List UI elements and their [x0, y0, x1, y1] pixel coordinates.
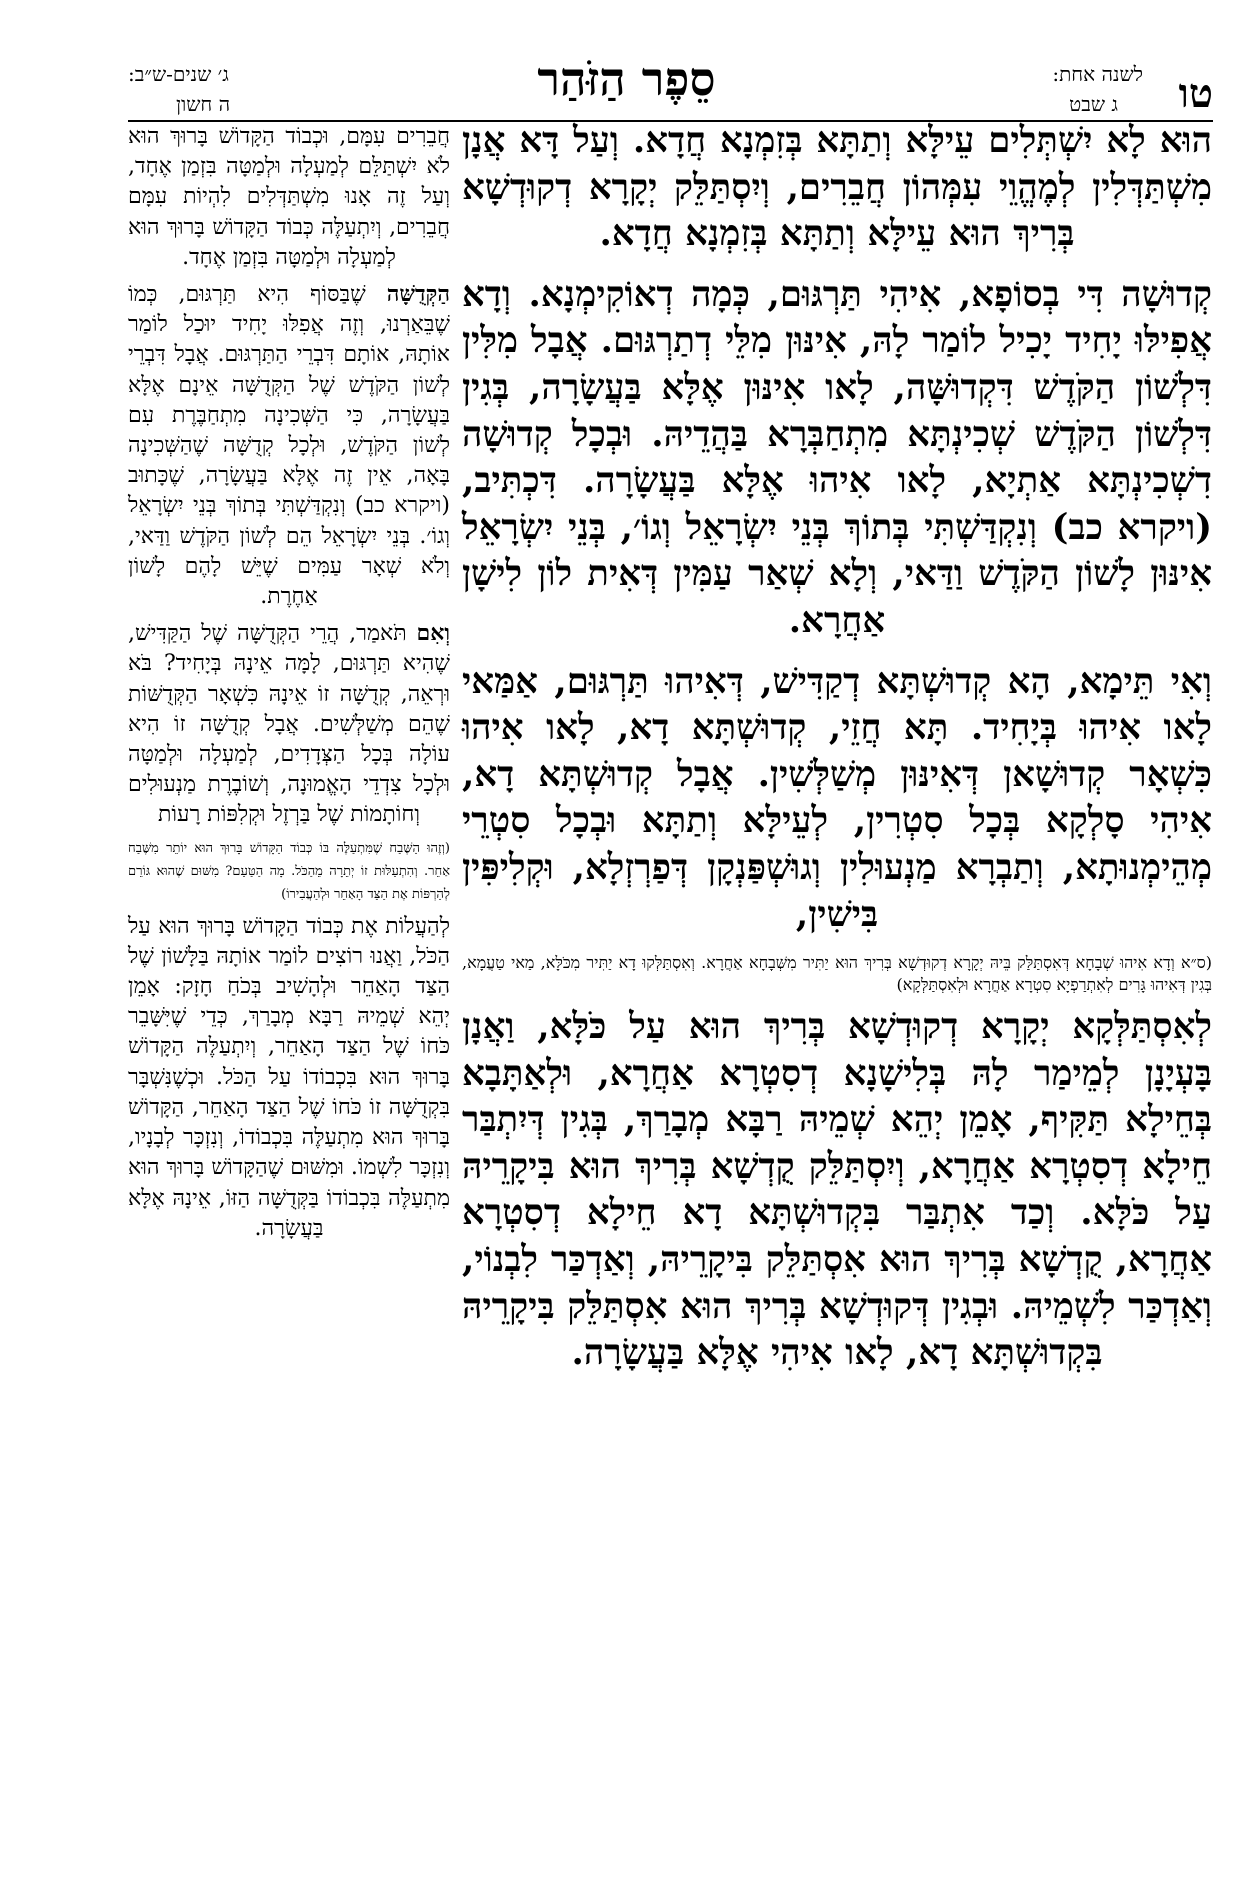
side-paragraph-3-text: תֹּאמַר, הֲרֵי הַקְּדֻשָּׁה שֶׁל הַקַּדִּישׁ, שֶׁהִיא תַּרְגּוּם, לָמָּה אֵינָהּ בְּיָחִיד? בֹּא וּרְאֵה, קְדֻשָּׁה זוֹ אֵינָהּ כִּשְׁאָר הַקְּדֻשּׁוֹת שֶׁהֵם מְשַׁלְּשִׁים. אֲבָל קְדֻשָּׁה זוֹ הִיא עוֹלָה בְּכָל הַצְּדָדִים, לְמַעְלָה וּלְמַטָּה וּלְכָל צִדְדֵי הָאֱמוּנָה, וְשׁוֹבֶרֶת מַנְעוּלִים וְחוֹתָמוֹת שֶׁל בַּרְזֶל וּקְלִפּוֹת רָעוֹת	[128, 621, 450, 828]
study-schedule-label: לשנה אחת:	[1052, 62, 1143, 86]
side-paragraph-1: חֲבֵרִים עִמָּם, וּכְבוֹד הַקָּדוֹשׁ בָּרוּךְ הוּא לֹא יִשְׁתַּלֵּם לְמַעְלָה וּלְמַטָּה בִּזְמַן אֶחָד, וְעַל זֶה אָנוּ מִשְׁתַּדְּלִים לִהְיוֹת עִמָּם חֲבֵרִים, וְיִתְעַלֶּה כְּבוֹד הַקָּדוֹשׁ בָּרוּךְ הוּא לְמַעְלָה וּלְמַטָּה בִּזְמַן אֶחָד.	[128, 124, 450, 270]
main-paragraph-4: לְאִסְתַּלְּקָא יְקָרָא דְקוּדְשָׁא בְּרִיךְ הוּא עַל כֹּלָּא, וַאֲנָן בָּעְיָנָן לְמֵימַר לָהּ בְּלִישָׁנָא דְסִטְרָא אַחֲרָא, וּלְאַתָּבָא בְּחֵילָא תַּקִּיף, אָמֵן יְהֵא שְׁמֵיהּ רַבָּא מְבָרַךְ, בְּגִין דְּיִתְבַּר חֵילָא דְסִטְרָא אַחֲרָא, וְיִסְתַּלֵּק קֻדְשָׁא בְּרִיךְ הוּא בִּיקָרֵיהּ עַל כֹּלָּא. וְכַד אִתְבַּר בִּקְדוּשְׁתָּא דָא חֵילָא דְסִטְרָא אַחֲרָא, קֻדְשָׁא בְּרִיךְ הוּא אִסְתַּלֵּק בִּיקָרֵיהּ, וְאַדְכַּר לִבְנוֹי, וְאַדְכַּר לִשְׁמֵיהּ. וּבְגִין דְּקוּדְשָׁא בְּרִיךְ הוּא אִסְתַּלֵּק בִּיקָרֵיהּ בִּקְדוּשְׁתָּא דָא, לָאו אִיהִי אֶלָּא בַּעֲשָׂרָה.	[462, 1006, 1212, 1374]
main-paragraph-3: וְאִי תֵּימָא, הָא קְדוּשְׁתָּא דְקַדִּישׁ, דְּאִיהוּ תַּרְגּוּם, אַמַּאי לָאו אִיהוּ בְּיָחִיד. תָּא חֲזֵי, קְדוּשְׁתָּא דָא, לָאו אִיהוּ כִּשְׁאָר קְדוּשָׁאן דְּאִינּוּן מְשַׁלְּשִׁין. אֲבָל קְדוּשְׁתָּא דָא, אִיהִי סָלְקָא בְּכָל סִטְרִין, לְעֵילָּא וְתַתָּא וּבְכָל סִטְרֵי מְהֵימְנוּתָא, וְתַבְרָא מַנְעוּלִין וְגוּשְׁפַּנְקָן דְּפַרְזְלָא, וּקְלִיפִּין בִּישִׁין,	[462, 660, 1212, 935]
translation-column	[128, 122, 450, 1250]
side-paragraph-2-lead: הַקְּדֻשָּׁה	[386, 281, 450, 308]
side-paragraph-2-text: שֶׁבַּסּוֹף הִיא תַּרְגּוּם, כְּמוֹ שֶׁבֵּאַרְנוּ, וְזֶה אֲפִלּוּ יָחִיד יוּכַל לוֹמַר אוֹתָהּ, אוֹתָם דִּבְרֵי הַתַּרְגּוּם. אֲבָל דִּבְרֵי לְשׁוֹן הַקֹּדֶשׁ שֶׁל הַקְּדֻשָּׁה אֵינָם אֶלָּא בַּעֲשָׂרָה, כִּי הַשְּׁכִינָה מִתְחַבֶּרֶת עִם לְשׁוֹן הַקֹּדֶשׁ, וּלְכָל קְדֻשָּׁה שֶׁהַשְּׁכִינָה בָּאָה, אֵין זֶה אֶלָּא בַּעֲשָׂרָה, שֶׁכָּתוּב (ויקרא כב) וְנִקְדַּשְׁתִּי בְּתוֹךְ בְּנֵי יִשְׂרָאֵל וְגוֹ׳. בְּנֵי יִשְׂרָאֵל הֵם לְשׁוֹן הַקֹּדֶשׁ וַדַּאי, וְלֹא שְׁאָר עַמִּים שֶׁיֵּשׁ לָהֶם לָשׁוֹן אַחֶרֶת.	[128, 282, 450, 610]
main-variant-note: (ס״א וְדָא אִיהוּ שְׁבָחָא דְּאִסְתַּלַּק בֵּיהּ יְקָרָא דְקוּדְשָׁא בְּרִיךְ הוּא יַתִּיר מִשְּׁבָחָא אַחֲרָא. וְאִסְתַּלְּקוּ דָא יַתִּיר מִכֹּלָּא, מַאי טַעֲמָא, בְּגִין דְּאִיהוּ גָּרִים לְאִתְרַפְיָא סִטְרָא אַחֲרָא וּלְאִסְתַּלְּקָא)	[462, 953, 1213, 995]
main-paragraph-1: הוּא לָא יִשְׁתְּלִים עֵילָּא וְתַתָּא בְּזִמְנָא חֲדָא. וְעַל דָּא אֲנָן מִשְׁתַּדְּלִין לְמֶהֱוֵי עִמְּהוֹן חֲבֵרִים, וְיִסְתַּלֵּק יְקָרָא דְקוּדְשָׁא בְּרִיךְ הוּא עֵילָּא וְתַתָּא בְּזִמְנָא חֲדָא.	[462, 120, 1212, 255]
page-number: טו	[1178, 70, 1213, 117]
side-variant-note: (וְזֶהוּ הַשֶּׁבַח שֶׁמִּתְעַלֶּה בּוֹ כְּבוֹד הַקָּדוֹשׁ בָּרוּךְ הוּא יוֹתֵר מִשֶּׁבַח אַחֵר. וְהִתְעַלּוּת זוֹ יְתֵרָה מֵהַכֹּל. מָה הַטַּעַם? מִשּׁוּם שֶׁהוּא גּוֹרֵם לְהַרְפּוֹת אֶת הַצַּד הָאַחֵר וּלְהַעֲבִירוֹ)	[128, 840, 450, 902]
book-title: סֵפֶר הַזֹּהַר	[537, 52, 716, 106]
side-paragraph-2	[128, 279, 450, 612]
study-schedule-date: ג שבט	[1069, 92, 1118, 116]
main-aramaic-column	[462, 118, 1212, 1391]
side-paragraph-3-lead: וְאִם	[416, 620, 450, 647]
side-paragraph-3	[128, 618, 450, 830]
side-paragraph-4: לְהַעֲלוֹת אֶת כְּבוֹד הַקָּדוֹשׁ בָּרוּךְ הוּא עַל הַכֹּל, וַאֲנוּ רוֹצִים לוֹמַר אוֹתָהּ בַּלָּשׁוֹן שֶׁל הַצַּד הָאַחֵר וּלְהָשִׁיב בְּכֹחַ חָזָק: אָמֵן יְהֵא שְׁמֵיהּ רַבָּא מְבָרַךְ, כְּדֵי שֶׁיִּשָּׁבֵר כֹּחוֹ שֶׁל הַצַּד הָאַחֵר, וְיִתְעַלֶּה הַקָּדוֹשׁ בָּרוּךְ הוּא בִּכְבוֹדוֹ עַל הַכֹּל. וּכְשֶׁנִּשְׁבָּר בִּקְדֻשָּׁה זוֹ כֹּחוֹ שֶׁל הַצַּד הָאַחֵר, הַקָּדוֹשׁ בָּרוּךְ הוּא מִתְעַלֶּה בִּכְבוֹדוֹ, וְנִזְכָּר לְבָנָיו, וְנִזְכָּר לִשְׁמוֹ. וּמִשּׁוּם שֶׁהַקָּדוֹשׁ בָּרוּךְ הוּא מִתְעַלֶּה בִּכְבוֹדוֹ בַּקְּדֻשָּׁה הַזּוֹ, אֵינָהּ אֶלָּא בַּעֲשָׂרָה.	[128, 913, 450, 1241]
alt-schedule-label: ג׳ שנים-ש״ב:	[128, 62, 229, 86]
page-header	[0, 0, 1253, 120]
main-paragraph-2: קְדוּשָׁה דִּי בְסוֹפָא, אִיהִי תַּרְגּוּם, כְּמָה דְאוֹקִימְנָא. וְדָא אֲפִילּוּ יָחִיד יָכִיל לוֹמַר לָהּ, אִינּוּן מִלֵּי דְתַרְגּוּם. אֲבָל מִלִּין דִּלְשׁוֹן הַקֹּדֶשׁ דִּקְדוּשָּׁה, לָאו אִינּוּן אֶלָּא בַּעֲשָׂרָה, בְּגִין דִּלְשׁוֹן הַקֹּדֶשׁ שְׁכִינְתָּא מִתְחַבְּרָא בַּהֲדֵיהּ. וּבְכָל קְדוּשָׁה דִשְׁכִינְתָּא אַתְיָא, לָאו אִיהוּ אֶלָּא בַּעֲשָׂרָה. דִּכְתִּיב, (ויקרא כב) וְנִקְדַּשְׁתִּי בְּתוֹךְ בְּנֵי יִשְׂרָאֵל וְגוֹ׳, בְּנֵי יִשְׂרָאֵל אִינּוּן לָשׁוֹן הַקֹּדֶשׁ וַדַּאי, וְלָא שְׁאַר עַמִּין דְּאִית לוֹן לִישָׁן אַחֲרָא.	[462, 273, 1212, 641]
alt-schedule-date: ה חשון	[176, 92, 231, 116]
